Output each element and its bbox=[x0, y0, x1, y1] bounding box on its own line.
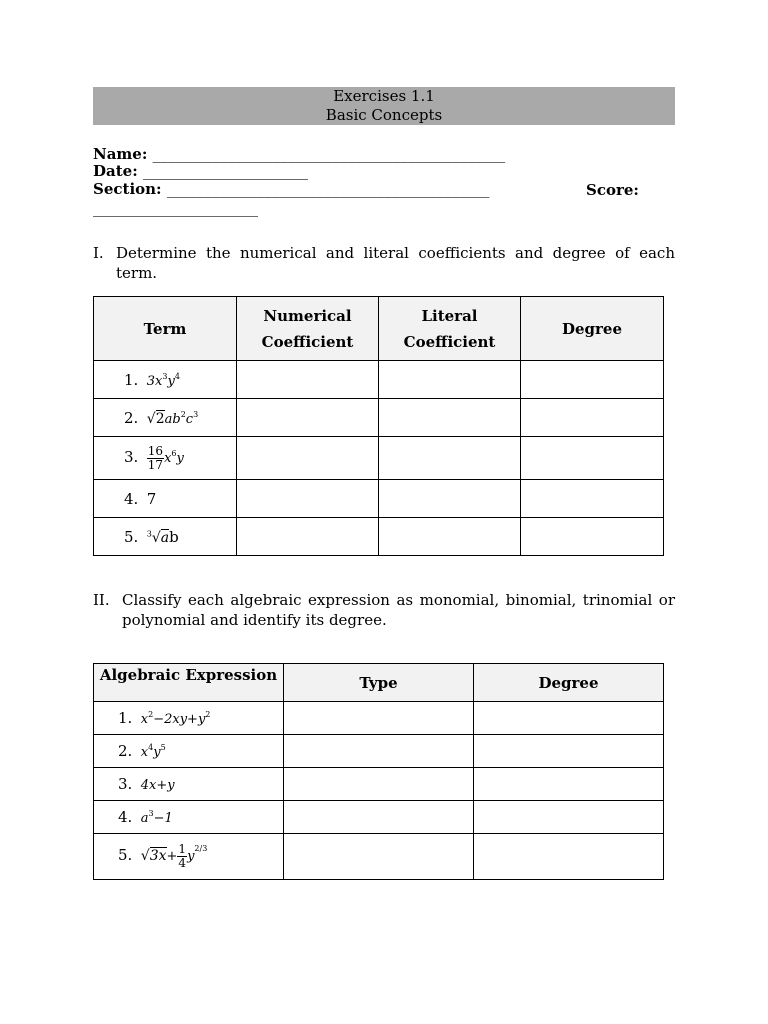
part2-text: Classify each algebraic expression as monomial, binomial, trinomial or polynomial and identify its degree. bbox=[122, 591, 675, 629]
numerical-answer-cell[interactable] bbox=[237, 518, 379, 556]
header-term: Term bbox=[94, 297, 237, 361]
name-field-line[interactable]: _______________________________________________ bbox=[152, 145, 506, 163]
numerical-answer-cell[interactable] bbox=[237, 399, 379, 437]
part1-text: Determine the numerical and literal coefficients and degree of each term. bbox=[116, 244, 675, 282]
expression-cell: 5. √3x+ $\frac{1}{4}$ $y^{2/3}$ bbox=[94, 834, 284, 880]
part2-numeral: II. bbox=[93, 591, 110, 609]
part1-numeral: I. bbox=[93, 244, 104, 262]
table-row bbox=[94, 480, 664, 518]
numerical-answer-cell[interactable] bbox=[237, 361, 379, 399]
numerical-answer-cell[interactable] bbox=[237, 480, 379, 518]
type-answer-cell[interactable] bbox=[284, 834, 474, 880]
score-label: Score: bbox=[586, 181, 639, 199]
degree-answer-cell[interactable] bbox=[474, 801, 664, 834]
degree-answer-cell[interactable] bbox=[474, 702, 664, 735]
term-cell: 2. $√2ab^2c^3$ bbox=[94, 399, 237, 437]
table-row bbox=[94, 735, 664, 768]
table-row bbox=[94, 437, 664, 480]
term-cell: 1. $3x^3y^4$ bbox=[94, 361, 237, 399]
literal-answer-cell[interactable] bbox=[379, 480, 521, 518]
date-field-line[interactable]: ______________________ bbox=[142, 162, 308, 180]
degree-answer-cell[interactable] bbox=[474, 768, 664, 801]
exercise-subtitle: Basic Concepts bbox=[325, 106, 443, 124]
literal-answer-cell[interactable] bbox=[379, 399, 521, 437]
score-field-line[interactable]: ______________________ bbox=[93, 199, 258, 217]
section-label: Section: bbox=[93, 180, 162, 198]
header-algebraic-expression: Algebraic Expression bbox=[94, 664, 284, 702]
algebraic-expression: $a^3-1$ bbox=[140, 809, 173, 826]
part1-table bbox=[93, 296, 664, 556]
header-numerical-coefficient: Numerical Coefficient bbox=[237, 297, 379, 361]
type-answer-cell[interactable] bbox=[284, 801, 474, 834]
term-expression: $√2ab^2c^3$ bbox=[146, 409, 199, 427]
table-row bbox=[94, 801, 664, 834]
degree-answer-cell[interactable] bbox=[521, 480, 664, 518]
table-row bbox=[94, 518, 664, 556]
algebraic-expression: $x^4y^5$ bbox=[140, 743, 166, 760]
name-label: Name: bbox=[93, 145, 148, 163]
expression-cell: 2. $x^4y^5$ bbox=[94, 735, 284, 768]
type-answer-cell[interactable] bbox=[284, 735, 474, 768]
algebraic-expression: √3x+ $\frac{1}{4}$ $y^{2/3}$ bbox=[140, 842, 208, 870]
date-row bbox=[93, 163, 308, 180]
table-row bbox=[94, 768, 664, 801]
term-expression: $3x^3y^4$ bbox=[146, 371, 180, 389]
degree-answer-cell[interactable] bbox=[521, 518, 664, 556]
degree-answer-cell[interactable] bbox=[521, 437, 664, 480]
table-row bbox=[94, 834, 664, 880]
degree-answer-cell[interactable] bbox=[521, 361, 664, 399]
name-row bbox=[93, 146, 505, 163]
date-label: Date: bbox=[93, 162, 138, 180]
degree-answer-cell[interactable] bbox=[474, 834, 664, 880]
header-degree: Degree bbox=[521, 297, 664, 361]
header-literal-coefficient: Literal Coefficient bbox=[379, 297, 521, 361]
algebraic-expression: $x^2-2xy+y^2$ bbox=[140, 710, 211, 727]
header-type: Type bbox=[284, 664, 474, 702]
term-expression: $^3$√ab bbox=[146, 527, 179, 546]
algebraic-expression: 4x+y bbox=[140, 778, 175, 793]
expression-cell: 1. $x^2-2xy+y^2$ bbox=[94, 702, 284, 735]
section-row bbox=[93, 181, 489, 198]
title-banner bbox=[93, 87, 675, 125]
degree-answer-cell[interactable] bbox=[521, 399, 664, 437]
table-row bbox=[94, 399, 664, 437]
term-cell: 4. 7 bbox=[94, 480, 237, 518]
type-answer-cell[interactable] bbox=[284, 702, 474, 735]
literal-answer-cell[interactable] bbox=[379, 361, 521, 399]
type-answer-cell[interactable] bbox=[284, 768, 474, 801]
numerical-answer-cell[interactable] bbox=[237, 437, 379, 480]
table-row bbox=[94, 702, 664, 735]
literal-answer-cell[interactable] bbox=[379, 518, 521, 556]
section-field-line[interactable]: ___________________________________________ bbox=[166, 180, 490, 198]
header-degree: Degree bbox=[474, 664, 664, 702]
term-cell: 5. $^3$√ab bbox=[94, 518, 237, 556]
table-row bbox=[94, 361, 664, 399]
term-expression: $\frac{16}{17}$ $x^6y$ bbox=[147, 443, 184, 472]
term-expression: 7 bbox=[146, 489, 157, 508]
exercise-title: Exercises 1.1 bbox=[333, 87, 435, 105]
expression-cell: 3. 4x+y bbox=[94, 768, 284, 801]
term-cell: 3. $\frac{16}{17}$ $x^6y$ bbox=[94, 437, 237, 480]
part1-instruction bbox=[93, 243, 675, 283]
literal-answer-cell[interactable] bbox=[379, 437, 521, 480]
expression-cell: 4. $a^3-1$ bbox=[94, 801, 284, 834]
part2-instruction bbox=[93, 590, 675, 630]
part2-table bbox=[93, 663, 664, 880]
degree-answer-cell[interactable] bbox=[474, 735, 664, 768]
